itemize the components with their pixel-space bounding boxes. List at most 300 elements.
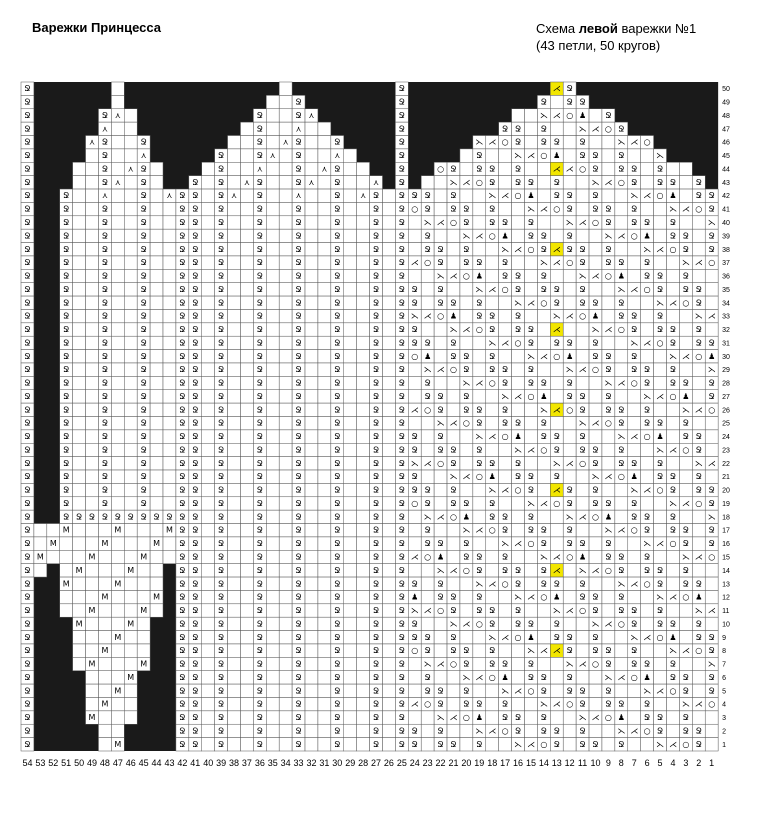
- chart-symbol: Ջ: [695, 472, 702, 482]
- chart-cell: [537, 336, 550, 349]
- chart-cell: [111, 724, 124, 737]
- chart-cell: [111, 564, 124, 577]
- chart-symbol: ⋌: [552, 84, 561, 94]
- chart-symbol: Ջ: [179, 606, 186, 616]
- chart-cell: [240, 684, 253, 697]
- chart-symbol: Ջ: [101, 217, 108, 227]
- chart-cell: [111, 189, 124, 202]
- chart-symbol: Ջ: [489, 498, 496, 508]
- chart-symbol: ⋋: [681, 699, 690, 709]
- chart-cell: [357, 671, 370, 684]
- chart-symbol: Ջ: [605, 258, 612, 268]
- chart-symbol: Ջ: [411, 325, 418, 335]
- chart-cell: [473, 537, 486, 550]
- chart-cell: [344, 617, 357, 630]
- chart-symbol: Ջ: [618, 739, 625, 749]
- chart-symbol: ○: [462, 271, 470, 281]
- chart-symbol: Ջ: [192, 244, 199, 254]
- column-label: 8: [618, 758, 624, 768]
- chart-symbol: Ջ: [618, 124, 625, 134]
- column-label: 27: [371, 758, 382, 768]
- chart-symbol: ○: [437, 164, 445, 174]
- chart-symbol: Ջ: [295, 351, 302, 361]
- chart-cell: [266, 443, 279, 456]
- row-label: 4: [722, 701, 727, 709]
- chart-symbol: Ջ: [24, 391, 31, 401]
- chart-symbol: Ջ: [398, 632, 405, 642]
- chart-cell: [692, 376, 705, 389]
- chart-symbol: Ջ: [24, 378, 31, 388]
- chart-symbol: Ջ: [256, 525, 263, 535]
- chart-cell: [305, 122, 318, 135]
- chart-cell: [124, 350, 137, 363]
- chart-symbol: ○: [604, 565, 612, 575]
- chart-cell: [679, 363, 692, 376]
- chart-symbol: Ջ: [437, 445, 444, 455]
- chart-symbol: ⋌: [552, 405, 561, 415]
- chart-cell: [240, 443, 253, 456]
- chart-cell: [163, 283, 176, 296]
- chart-symbol: ⋋: [565, 512, 574, 522]
- chart-cell: [537, 617, 550, 630]
- chart-cell: [382, 417, 395, 430]
- row-label: 7: [722, 661, 727, 669]
- chart-cell: [305, 738, 318, 751]
- chart-symbol: ○: [424, 699, 432, 709]
- chart-symbol: Ջ: [540, 244, 547, 254]
- chart-cell: [111, 497, 124, 510]
- chart-symbol: ⋋: [475, 284, 484, 294]
- chart-cell: [150, 470, 163, 483]
- chart-symbol: ♟: [604, 512, 612, 522]
- chart-symbol: Ջ: [424, 485, 431, 495]
- chart-symbol: ⋏: [321, 164, 328, 174]
- row-label: 16: [722, 541, 730, 549]
- column-label: 49: [86, 758, 98, 768]
- chart-symbol: Ջ: [179, 619, 186, 629]
- chart-symbol: Ջ: [24, 565, 31, 575]
- row-label: 13: [722, 581, 730, 589]
- column-label: 47: [112, 758, 123, 768]
- chart-symbol: Ջ: [489, 512, 496, 522]
- chart-symbol: Ջ: [101, 498, 108, 508]
- chart-cell: [228, 202, 241, 215]
- row-label: 5: [722, 688, 727, 696]
- chart-cell: [602, 724, 615, 737]
- chart-symbol: Ջ: [334, 391, 341, 401]
- chart-symbol: Ջ: [527, 217, 535, 227]
- chart-symbol: Ջ: [295, 579, 302, 589]
- chart-cell: [486, 537, 499, 550]
- row-label: 6: [722, 674, 727, 682]
- chart-cell: [408, 376, 421, 389]
- chart-symbol: Ջ: [669, 338, 677, 348]
- chart-cell: [86, 269, 99, 282]
- chart-cell: [305, 283, 318, 296]
- chart-symbol: Ջ: [218, 592, 225, 602]
- chart-symbol: Ջ: [101, 244, 108, 254]
- chart-symbol: ⋋: [501, 244, 510, 254]
- column-label: 34: [280, 758, 291, 768]
- chart-cell: [434, 376, 447, 389]
- chart-cell: [240, 524, 253, 537]
- chart-cell: [486, 269, 499, 282]
- chart-cell: [705, 738, 718, 751]
- chart-cell: [150, 229, 163, 242]
- chart-symbol: Ջ: [63, 204, 70, 214]
- chart-cell: [382, 537, 395, 550]
- chart-symbol: Ջ: [63, 365, 70, 375]
- chart-symbol: Ջ: [631, 325, 638, 335]
- chart-cell: [589, 243, 602, 256]
- chart-symbol: ⋏: [269, 151, 276, 161]
- chart-symbol: Ջ: [514, 472, 522, 482]
- chart-symbol: Ջ: [24, 739, 31, 749]
- chart-symbol: Ջ: [540, 686, 547, 696]
- chart-symbol: ♟: [579, 552, 587, 562]
- chart-symbol: Ջ: [372, 525, 380, 535]
- chart-symbol: Ջ: [218, 552, 225, 562]
- chart-symbol: Ջ: [372, 726, 380, 736]
- chart-cell: [344, 697, 357, 710]
- chart-cell: [460, 457, 473, 470]
- chart-symbol: ○: [630, 231, 638, 241]
- chart-symbol: Ջ: [218, 204, 225, 214]
- chart-cell: [357, 390, 370, 403]
- chart-cell: [124, 550, 137, 563]
- chart-cell: [279, 537, 292, 550]
- chart-symbol: ⋌: [462, 177, 471, 187]
- chart-cell: [279, 564, 292, 577]
- chart-symbol: Ջ: [334, 472, 341, 482]
- chart-symbol: Ջ: [295, 713, 302, 723]
- chart-symbol: Ջ: [101, 338, 108, 348]
- chart-cell: [240, 202, 253, 215]
- chart-cell: [434, 631, 447, 644]
- chart-symbol: Ջ: [424, 525, 431, 535]
- chart-cell: [344, 604, 357, 617]
- chart-symbol: Ջ: [256, 498, 263, 508]
- chart-symbol: ○: [449, 365, 457, 375]
- chart-cell: [202, 323, 215, 336]
- chart-symbol: ⋌: [475, 672, 484, 682]
- chart-cell: [382, 738, 395, 751]
- chart-symbol: Ջ: [192, 432, 199, 442]
- chart-symbol: ⋋: [630, 191, 639, 201]
- chart-cell: [460, 309, 473, 322]
- chart-cell: [111, 136, 124, 149]
- chart-cell: [60, 564, 73, 577]
- chart-symbol: Ջ: [218, 191, 225, 201]
- chart-cell: [357, 296, 370, 309]
- chart-symbol: Ջ: [179, 472, 186, 482]
- chart-symbol: Ջ: [24, 458, 31, 468]
- chart-cell: [679, 617, 692, 630]
- column-label: 23: [422, 758, 433, 768]
- chart-symbol: ⋋: [578, 565, 587, 575]
- chart-cell: [357, 376, 370, 389]
- chart-cell: [537, 363, 550, 376]
- chart-cell: [73, 336, 86, 349]
- chart-cell: [240, 122, 253, 135]
- chart-symbol: ○: [501, 432, 509, 442]
- chart-cell: [602, 577, 615, 590]
- chart-symbol: ⋌: [501, 485, 510, 495]
- chart-cell: [512, 644, 525, 657]
- chart-symbol: ○: [695, 351, 703, 361]
- chart-cell: [86, 497, 99, 510]
- chart-cell: [86, 457, 99, 470]
- chart-symbol: Ջ: [179, 204, 186, 214]
- chart-symbol: Ջ: [295, 525, 302, 535]
- chart-cell: [228, 323, 241, 336]
- chart-cell: [563, 323, 576, 336]
- column-label: 21: [448, 758, 459, 768]
- row-axis: [722, 86, 730, 749]
- chart-symbol: Ջ: [514, 619, 522, 629]
- chart-symbol: Ջ: [398, 432, 405, 442]
- chart-cell: [615, 510, 628, 523]
- chart-symbol: Ջ: [192, 405, 199, 415]
- chart-symbol: Ջ: [24, 713, 31, 723]
- chart-cell: [357, 550, 370, 563]
- chart-cell: [163, 350, 176, 363]
- chart-cell: [421, 417, 434, 430]
- chart-symbol: Ջ: [502, 699, 509, 709]
- chart-symbol: Ջ: [140, 365, 147, 375]
- row-label: 30: [722, 353, 730, 361]
- chart-symbol: Ջ: [179, 739, 186, 749]
- chart-symbol: Ջ: [502, 565, 509, 575]
- chart-cell: [111, 202, 124, 215]
- chart-symbol: Ջ: [153, 512, 160, 522]
- column-label: 4: [670, 758, 676, 768]
- chart-symbol: Ջ: [179, 646, 186, 656]
- chart-symbol: ○: [566, 699, 574, 709]
- chart-cell: [654, 644, 667, 657]
- chart-symbol: ○: [540, 445, 548, 455]
- chart-symbol: Ջ: [256, 204, 263, 214]
- chart-cell: [550, 390, 563, 403]
- chart-cell: [667, 457, 680, 470]
- chart-symbol: Ջ: [644, 699, 651, 709]
- chart-symbol: ○: [501, 726, 509, 736]
- chart-symbol: ○: [630, 672, 638, 682]
- chart-symbol: Ջ: [140, 298, 147, 308]
- chart-symbol: Ջ: [24, 592, 31, 602]
- chart-cell: [86, 350, 99, 363]
- chart-symbol: Ջ: [218, 619, 225, 629]
- chart-cell: [98, 550, 111, 563]
- chart-symbol: Ջ: [256, 445, 263, 455]
- chart-cell: [434, 229, 447, 242]
- chart-cell: [589, 697, 602, 710]
- chart-cell: [305, 136, 318, 149]
- column-label: 46: [125, 758, 136, 768]
- chart-symbol: ⋋: [501, 539, 510, 549]
- chart-symbol: Ջ: [553, 338, 560, 348]
- chart-symbol: Ջ: [24, 365, 31, 375]
- chart-symbol: ⋋: [462, 672, 471, 682]
- chart-cell: [654, 376, 667, 389]
- chart-symbol: Ջ: [334, 445, 341, 455]
- chart-cell: [421, 283, 434, 296]
- chart-symbol: Ջ: [218, 432, 225, 442]
- column-label: 35: [267, 758, 278, 768]
- chart-symbol: Ջ: [631, 204, 638, 214]
- chart-symbol: Ջ: [192, 713, 199, 723]
- chart-cell: [305, 617, 318, 630]
- chart-symbol: Ջ: [372, 231, 380, 241]
- chart-symbol: Ջ: [669, 365, 677, 375]
- chart-symbol: Ջ: [540, 284, 547, 294]
- chart-symbol: Ջ: [24, 271, 31, 281]
- chart-symbol: Ջ: [553, 726, 560, 736]
- chart-symbol: Ջ: [682, 565, 689, 575]
- chart-symbol: Ջ: [476, 445, 483, 455]
- chart-cell: [705, 417, 718, 430]
- chart-cell: [382, 457, 395, 470]
- chart-symbol: Ջ: [372, 378, 380, 388]
- chart-cell: [279, 350, 292, 363]
- chart-symbol: Ջ: [437, 432, 444, 442]
- chart-symbol: Ջ: [566, 378, 573, 388]
- chart-symbol: Ջ: [618, 552, 625, 562]
- chart-symbol: Ջ: [450, 298, 457, 308]
- chart-symbol: Ջ: [656, 311, 664, 321]
- chart-symbol: ○: [411, 646, 419, 656]
- chart-cell: [266, 296, 279, 309]
- chart-symbol: Ջ: [437, 244, 444, 254]
- chart-cell: [279, 738, 292, 751]
- chart-symbol: Ջ: [592, 338, 599, 348]
- chart-cell: [305, 430, 318, 443]
- chart-cell: [305, 443, 318, 456]
- chart-symbol: ○: [579, 311, 587, 321]
- chart-symbol: Ջ: [682, 713, 689, 723]
- chart-symbol: Ջ: [540, 418, 547, 428]
- chart-cell: [654, 524, 667, 537]
- chart-cell: [111, 336, 124, 349]
- row-label: 3: [722, 715, 727, 723]
- chart-symbol: ⋌: [630, 284, 639, 294]
- chart-cell: [124, 136, 137, 149]
- row-label: 12: [722, 594, 730, 602]
- chart-cell: [202, 631, 215, 644]
- chart-symbol: Ջ: [295, 726, 302, 736]
- chart-cell: [279, 269, 292, 282]
- chart-cell: [344, 417, 357, 430]
- chart-symbol: Ջ: [502, 271, 509, 281]
- chart-cell: [563, 577, 576, 590]
- chart-cell: [524, 269, 537, 282]
- chart-symbol: ⋌: [604, 619, 613, 629]
- chart-symbol: ○: [462, 713, 470, 723]
- chart-cell: [344, 336, 357, 349]
- chart-symbol: Ջ: [682, 525, 689, 535]
- chart-symbol: Ջ: [372, 391, 380, 401]
- chart-symbol: Ջ: [101, 351, 108, 361]
- chart-cell: [111, 443, 124, 456]
- chart-cell: [279, 550, 292, 563]
- chart-cell: [460, 631, 473, 644]
- chart-symbol: М: [127, 619, 135, 629]
- chart-cell: [357, 417, 370, 430]
- chart-symbol: Ջ: [256, 231, 263, 241]
- chart-cell: [305, 229, 318, 242]
- chart-cell: [473, 510, 486, 523]
- chart-cell: [318, 510, 331, 523]
- chart-cell: [228, 243, 241, 256]
- chart-cell: [447, 697, 460, 710]
- chart-cell: [163, 403, 176, 416]
- chart-cell: [73, 256, 86, 269]
- chart-symbol: ⋌: [591, 418, 600, 428]
- chart-symbol: ○: [579, 606, 587, 616]
- chart-cell: [408, 671, 421, 684]
- chart-cell: [576, 483, 589, 496]
- chart-symbol: ⋋: [591, 325, 600, 335]
- chart-cell: [344, 256, 357, 269]
- scheme-prefix: Схема: [536, 21, 579, 36]
- chart-symbol: Ջ: [179, 699, 186, 709]
- chart-symbol: ⋌: [707, 458, 716, 468]
- chart-symbol: Ջ: [101, 284, 108, 294]
- chart-symbol: Ջ: [218, 244, 225, 254]
- chart-symbol: ⋌: [552, 325, 561, 335]
- chart-symbol: Ջ: [372, 485, 380, 495]
- chart-symbol: Ջ: [605, 498, 612, 508]
- chart-cell: [163, 390, 176, 403]
- chart-cell: [305, 510, 318, 523]
- chart-symbol: Ջ: [24, 137, 31, 147]
- chart-cell: [382, 470, 395, 483]
- chart-cell: [537, 176, 550, 189]
- chart-cell: [473, 243, 486, 256]
- chart-cell: [111, 376, 124, 389]
- chart-symbol: Ջ: [372, 579, 380, 589]
- chart-cell: [111, 323, 124, 336]
- chart-cell: [460, 483, 473, 496]
- chart-symbol: Ջ: [437, 726, 444, 736]
- chart-symbol: Ջ: [372, 632, 380, 642]
- chart-symbol: Ջ: [179, 592, 186, 602]
- chart-symbol: ○: [411, 204, 419, 214]
- chart-symbol: Ջ: [140, 485, 147, 495]
- chart-symbol: Ջ: [656, 726, 664, 736]
- chart-symbol: Ջ: [256, 418, 263, 428]
- chart-cell: [421, 470, 434, 483]
- chart-cell: [499, 590, 512, 603]
- chart-symbol: ♟: [424, 351, 432, 361]
- chart-cell: [344, 189, 357, 202]
- chart-symbol: ⋋: [552, 606, 561, 616]
- chart-symbol: ⋌: [617, 378, 626, 388]
- chart-symbol: ⋌: [552, 244, 561, 254]
- chart-symbol: Ջ: [295, 164, 302, 174]
- chart-cell: [266, 604, 279, 617]
- column-label: 17: [500, 758, 511, 768]
- chart-symbol: Ջ: [553, 191, 560, 201]
- chart-cell: [318, 684, 331, 697]
- chart-cell: [344, 738, 357, 751]
- chart-symbol: Ջ: [605, 646, 612, 656]
- chart-cell: [357, 283, 370, 296]
- chart-cell: [60, 590, 73, 603]
- chart-cell: [679, 176, 692, 189]
- chart-symbol: Ջ: [192, 552, 199, 562]
- chart-symbol: ⋋: [656, 151, 665, 161]
